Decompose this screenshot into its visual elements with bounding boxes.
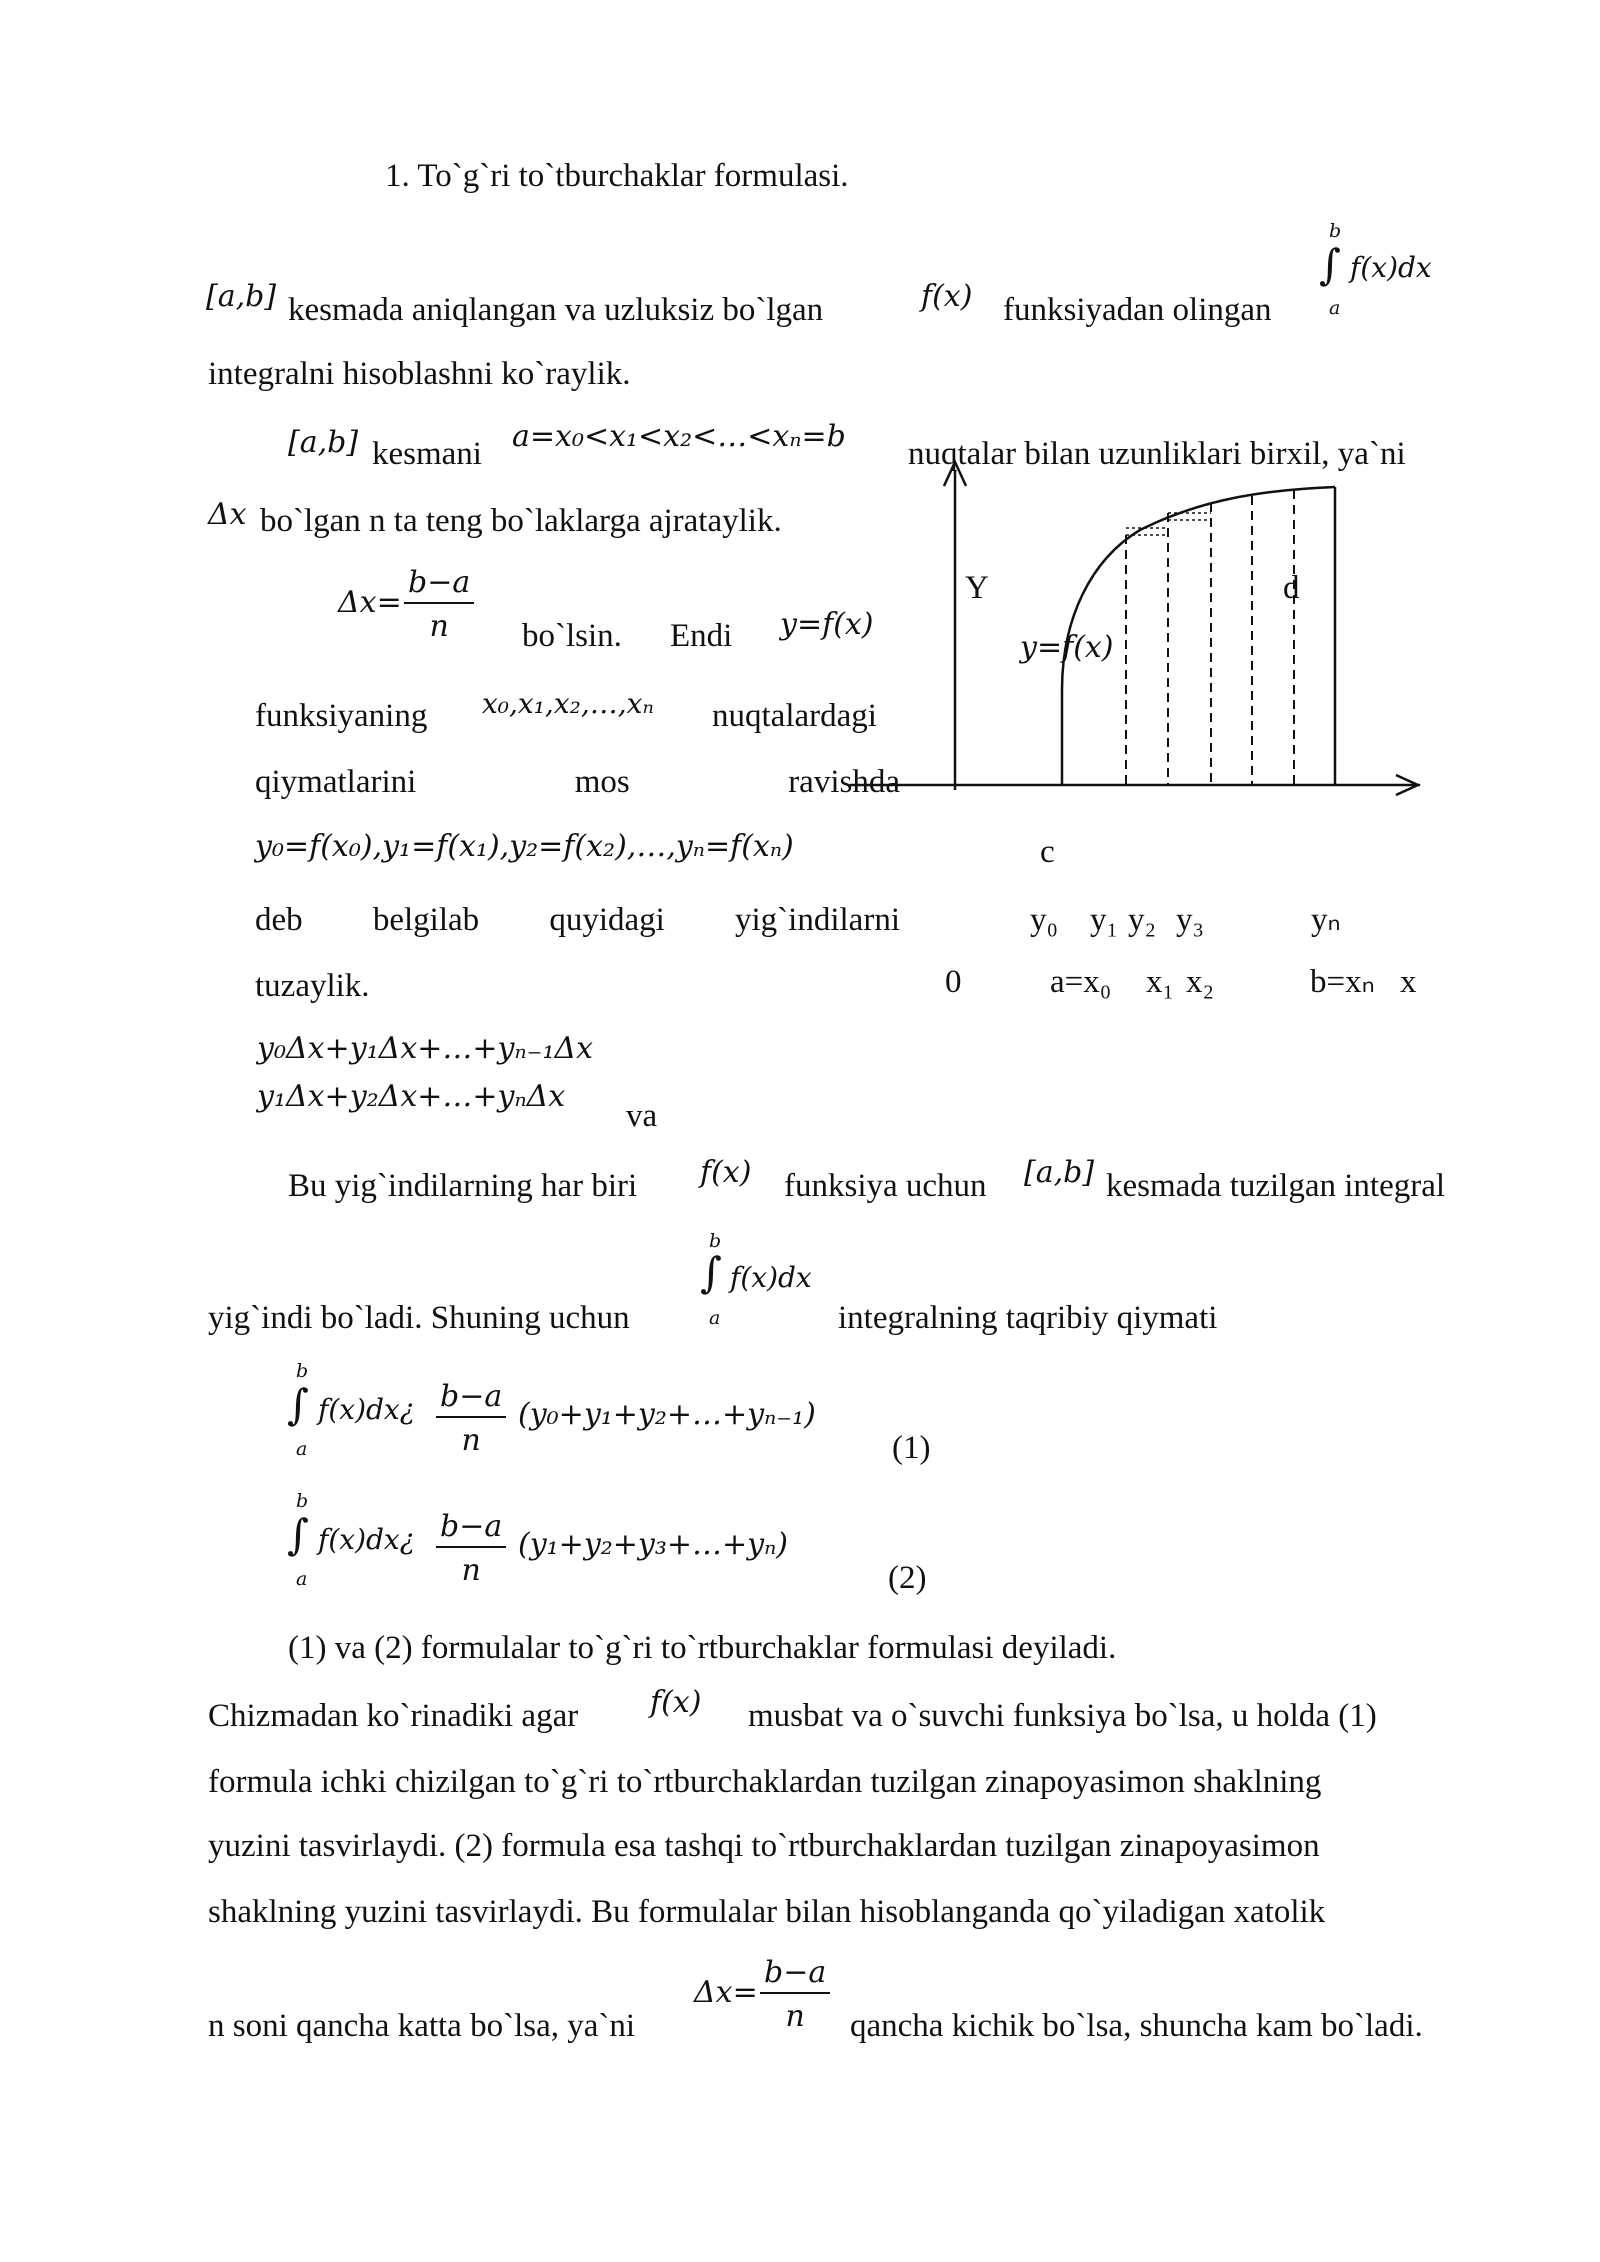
formula1-fraction — [436, 1379, 506, 1458]
delta-x-def-lhs: Δx= — [694, 1975, 758, 2010]
integral-sign: ∫ — [700, 1248, 722, 1297]
p3-text-a: Bu yig`indilarning har biri — [288, 1168, 638, 1204]
p4-line2a: Chizmadan ko`rinadiki agar — [208, 1698, 579, 1734]
y1-label: y₁ — [1090, 902, 1119, 938]
fraction-numerator: b−a — [436, 1382, 506, 1418]
y0-label: y₀ — [1030, 902, 1059, 938]
p3-text-b: funksiya uchun — [784, 1168, 987, 1204]
p4-line3: formula ichki chizilgan to`g`ri to`rtburchaklardan tuzilgan zinapoyasimon shaklning — [208, 1764, 1322, 1800]
y3-label: y₃ — [1176, 902, 1205, 938]
formula2-fraction — [436, 1509, 506, 1588]
integral-sign: ∫ — [287, 1380, 309, 1429]
x-axis-label: x — [1400, 964, 1417, 1000]
curve-label: y=f(x) — [1020, 630, 1114, 665]
p2-text-c: bo`lgan n ta teng bo`laklarga ajrataylik. — [260, 503, 782, 539]
integral-lower-limit: a — [1329, 297, 1341, 319]
p1-text-a: kesmada aniqlangan va uzluksiz bo`lgan — [288, 292, 824, 328]
word: qiymatlarini — [255, 764, 417, 800]
fraction-denominator: n — [429, 609, 449, 644]
integral-lower-limit: a — [296, 1568, 308, 1590]
integral-upper-limit: b — [1329, 220, 1342, 242]
fraction-denominator: n — [461, 1553, 481, 1588]
p2-text-d: bo`lsin. — [522, 618, 622, 654]
integral-sign: ∫ — [287, 1510, 309, 1559]
interval-ab: [a,b] — [288, 425, 359, 460]
fraction-numerator: b−a — [760, 1958, 830, 1994]
integral-upper-limit: b — [296, 1490, 309, 1512]
y-equals-fx: y=f(x) — [780, 607, 874, 642]
word: belgilab — [372, 902, 480, 938]
integral-sign: ∫ — [1319, 240, 1341, 289]
p2-text-f: funksiyaning — [255, 698, 428, 734]
fx-symbol: f(x) — [700, 1155, 752, 1190]
points-list: x₀,x₁,x₂,…,xₙ — [482, 687, 654, 720]
p4-line1: (1) va (2) formulalar to`g`ri to`rtburchaklar formulasi deyiladi. — [288, 1630, 1117, 1666]
formula1-rhs: (y₀+y₁+y₂+…+yₙ₋₁) — [518, 1397, 816, 1432]
delta-x-def-lhs: Δx= — [338, 585, 402, 620]
function-values: y₀=f(x₀),y₁=f(x₁),y₂=f(x₂),…,yₙ=f(xₙ) — [255, 829, 794, 864]
section-heading: 1. To`g`ri to`tburchaklar formulasi. — [385, 158, 849, 194]
p2-text-a: kesmani — [372, 436, 482, 472]
upper-sum: y₁Δx+y₂Δx+…+yₙΔx — [257, 1079, 566, 1114]
word: ravishda — [788, 764, 900, 800]
fx-symbol: f(x) — [650, 1685, 702, 1720]
p2-text-b: nuqtalar bilan uzunliklari birxil, ya`ni — [908, 436, 1406, 472]
yn-label: yₙ — [1311, 902, 1341, 938]
a-x0-label: a=x₀ — [1050, 964, 1112, 1000]
p3-text-d: yig`indi bo`ladi. Shuning uchun — [208, 1300, 630, 1336]
p4-line2b: musbat va o`suvchi funksiya bo`lsa, u holda (1) — [748, 1698, 1377, 1734]
formula1-lhs: f(x)dx¿ — [318, 1393, 415, 1426]
p2-text-h: tuzaylik. — [255, 968, 370, 1004]
p2-text-g: nuqtalardagi — [712, 698, 877, 734]
x2-label: x₂ — [1186, 964, 1215, 1000]
p3-text-c: kesmada tuzilgan integral — [1106, 1168, 1446, 1204]
p1-line2: integralni hisoblashni ko`raylik. — [208, 356, 631, 392]
delta-x-symbol: Δx — [208, 497, 247, 532]
va-word: va — [626, 1098, 658, 1134]
integral-upper-limit: b — [709, 1230, 722, 1252]
p4-line6b: qancha kichik bo`lsa, shuncha kam bo`ladi. — [850, 2008, 1423, 2044]
integral-upper-limit: b — [296, 1360, 309, 1382]
fraction-denominator: n — [785, 1999, 805, 2034]
integrand: f(x)dx — [1350, 251, 1432, 284]
formula1-tag: (1) — [892, 1430, 931, 1466]
partition-formula: a=x₀<x₁<x₂<…<xₙ=b — [512, 419, 846, 454]
p4-line4: yuzini tasvirlaydi. (2) formula esa tashqi to`rtburchaklardan tuzilgan zinapoyasimon — [208, 1828, 1320, 1864]
integral-lower-limit: a — [709, 1307, 721, 1329]
word: mos — [574, 764, 630, 800]
p3-text-e: integralning taqribiy qiymati — [838, 1300, 1218, 1336]
p1-text-b: funksiyadan olingan — [1003, 292, 1272, 328]
integrand: f(x)dx — [730, 1261, 812, 1294]
delta-x-fraction — [760, 1955, 830, 2034]
x1-label: x₁ — [1146, 964, 1175, 1000]
p4-line6a: n soni qancha katta bo`lsa, ya`ni — [208, 2008, 636, 2044]
lower-sum: y₀Δx+y₁Δx+…+yₙ₋₁Δx — [257, 1031, 594, 1066]
word: yig`indilarni — [735, 902, 900, 938]
origin-label: 0 — [945, 964, 962, 1000]
b-xn-label: b=xₙ — [1310, 964, 1375, 1000]
word: deb — [255, 902, 303, 938]
label-c: c — [1040, 834, 1055, 870]
formula2-rhs: (y₁+y₂+y₃+…+yₙ) — [518, 1527, 788, 1562]
formula2-tag: (2) — [888, 1560, 927, 1596]
p4-line5: shaklning yuzini tasvirlaydi. Bu formulalar bilan hisoblanganda qo`yiladigan xatolik — [208, 1894, 1326, 1930]
p2-text-e: Endi — [670, 618, 733, 654]
y-axis-label: Y — [965, 570, 989, 606]
interval-ab: [a,b] — [1024, 1155, 1095, 1190]
y2-label: y₂ — [1128, 902, 1157, 938]
fx-symbol: f(x) — [921, 279, 973, 314]
integral-lower-limit: a — [296, 1438, 308, 1460]
interval-ab: [a,b] — [206, 279, 277, 314]
fraction-denominator: n — [461, 1423, 481, 1458]
fraction-numerator: b−a — [404, 568, 474, 604]
formula2-lhs: f(x)dx¿ — [318, 1523, 415, 1556]
word: quyidagi — [549, 902, 665, 938]
fraction-numerator: b−a — [436, 1512, 506, 1548]
label-d: d — [1283, 570, 1300, 606]
